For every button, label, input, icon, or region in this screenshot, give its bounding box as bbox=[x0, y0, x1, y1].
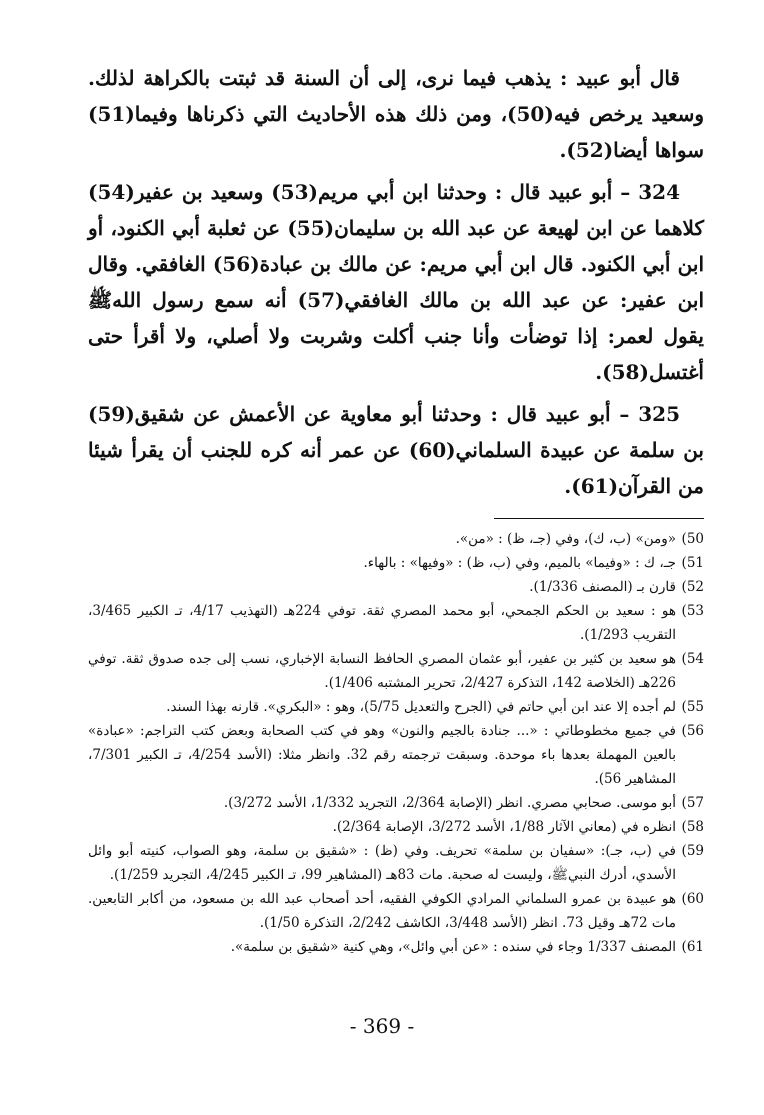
footnote-text: هو : سعيد بن الحكم الجمحي، أبو محمد المصري ثقة. توفي 224هـ (التهذيب 4/17، تـ الكبير 3/465، التقريب 1/293). bbox=[88, 603, 677, 643]
main-text bbox=[88, 60, 704, 504]
footnote-57 bbox=[88, 791, 704, 815]
footnote-text: جـ، ك : «وفيما» بالميم، وفي (ب، ظ) : «وفيها» : بالهاء. bbox=[363, 555, 676, 571]
footnote-50 bbox=[88, 527, 704, 551]
footnote-number: 53) bbox=[681, 603, 704, 619]
footnote-52 bbox=[88, 575, 704, 599]
footnote-number: 51) bbox=[681, 555, 704, 571]
footnote-number: 54) bbox=[681, 651, 704, 667]
footnote-53 bbox=[88, 599, 704, 647]
footnote-number: 61) bbox=[681, 939, 704, 955]
footnotes bbox=[88, 527, 704, 959]
paragraph-intro: قال أبو عبيد : يذهب فيما نرى، إلى أن السنة قد ثبتت بالكراهة لذلك. وسعيد يرخص فيه(50)، ومن ذلك هذه الأحاديث التي ذكرناها وفيما(51) سواها أيضا(52). bbox=[88, 66, 704, 162]
footnote-number: 50) bbox=[681, 531, 704, 547]
footnote-number: 59) bbox=[681, 843, 704, 859]
footnote-61 bbox=[88, 935, 704, 959]
footnote-60 bbox=[88, 887, 704, 935]
footnote-text: في (ب، جـ): «سفيان بن سلمة» تحريف. وفي (ظ) : «شقيق بن سلمة، وهو الصواب، كنيته أبو وائل الأسدي، أدرك النبيﷺ، وليست له صحبة. مات 83هـ (المشاهير 99، تـ الكبير 4/245، التجريد 1/259). bbox=[88, 843, 676, 883]
footnote-text: المصنف 1/337 وجاء في سنده : «عن أبي وائل»، وهي كنية «شقيق بن سلمة». bbox=[230, 939, 676, 955]
footnote-text: في جميع مخطوطاتي : «... جنادة بالجيم والنون» وهو في كتب الصحابة وبعض كتب التراجم: «عبادة» بالعين المهملة بعدها باء موحدة. وسبقت ترجمته رقم 32. وانظر مثلا: (الأسد 4/254، تـ الكبير 7/301، المشاهير 56). bbox=[88, 723, 677, 787]
footnote-number: 58) bbox=[681, 819, 704, 835]
paragraph-325: 325 – أبو عبيد قال : وحدثنا أبو معاوية عن الأعمش عن شقيق(59) بن سلمة عن عبيدة السلماني(60) عن عمر أنه كره للجنب أن يقرأ شيئا من القرآن(61). bbox=[88, 402, 704, 498]
footnote-58 bbox=[88, 815, 704, 839]
footnote-number: 52) bbox=[681, 579, 704, 595]
footnote-55 bbox=[88, 695, 704, 719]
footnote-text: أبو موسى. صحابي مصري. انظر (الإصابة 2/364، التجريد 1/332، الأسد 3/272). bbox=[223, 795, 676, 811]
footnote-number: 56) bbox=[681, 723, 704, 739]
footnote-54 bbox=[88, 647, 704, 695]
footnote-text: انظره في (معاني الآثار 1/88، الأسد 3/272، الإصابة 2/364). bbox=[332, 819, 676, 835]
footnote-text: لم أجده إلا عند ابن أبي حاتم في (الجرح والتعديل 5/75)، وهو : «البكري». قارنه بهذا السند. bbox=[166, 699, 676, 715]
footnote-text: «ومن» (ب، ك)، وفي (جـ، ظ) : «من». bbox=[455, 531, 676, 547]
book-page bbox=[88, 60, 704, 959]
footnote-text: هو عبيدة بن عمرو السلماني المرادي الكوفي الفقيه، أحد أصحاب عبد الله بن مسعود، من أكابر التابعين. مات 72هـ وقيل 73. انظر (الأسد 3/448، الكاشف 2/242، التذكرة 1/50). bbox=[88, 891, 676, 931]
footnote-number: 57) bbox=[681, 795, 704, 811]
footnote-number: 60) bbox=[681, 891, 704, 907]
footnote-text: قارن بـ (المصنف 1/336). bbox=[529, 579, 676, 595]
footnote-59 bbox=[88, 839, 704, 887]
page-number: - 369 - bbox=[349, 1014, 415, 1038]
footnote-56 bbox=[88, 719, 704, 791]
footnote-number: 55) bbox=[681, 699, 704, 715]
footnote-text: هو سعيد بن كثير بن عفير، أبو عثمان المصري الحافظ النسابة الإخباري، نسب إلى جده صدوق ثقة. توفي 226هـ (الخلاصة 142، التذكرة 2/427، تحرير المشتبه 1/406). bbox=[88, 651, 676, 691]
footnote-51 bbox=[88, 551, 704, 575]
paragraph-324: 324 – أبو عبيد قال : وحدثنا ابن أبي مريم(53) وسعيد بن عفير(54) كلاهما عن ابن لهيعة عن عبد الله بن سليمان(55) عن ثعلبة أبي الكنود، أو ابن أبي الكنود. قال ابن أبي مريم: عن مالك بن عبادة(56) الغافقي. وقال ابن عفير: عن عبد الله بن مالك الغافقي(57) أنه سمع رسول اللهﷺ يقول لعمر: إذا توضأت وأنا جنب أكلت وشربت ولا أصلي، ولا أقرأ حتى أغتسل(58). bbox=[88, 180, 705, 384]
footnote-divider bbox=[494, 518, 704, 519]
